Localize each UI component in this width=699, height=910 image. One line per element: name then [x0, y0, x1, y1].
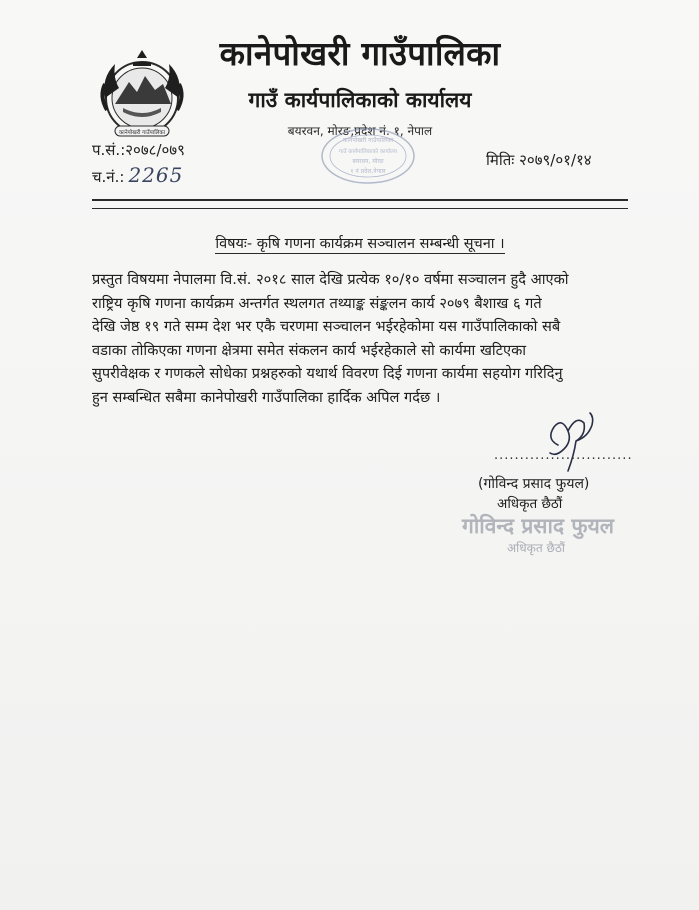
office-address: बयरवन, मोरङ,प्रदेश नं. १, नेपाल — [287, 124, 433, 138]
dispatch-label: च.नं.: — [92, 168, 125, 186]
name-stamp-title: अधिकृत छैठौं — [507, 541, 566, 555]
body-line: प्रस्तुत विषयमा नेपालमा वि.सं. २०१८ साल देखि प्रत्येक १०/१० वर्षमा सञ्चालन हुदै आएको — [92, 271, 569, 288]
body-line: सुपरीवेक्षक र गणकले सोधेका प्रश्नहरुको यथार्थ विवरण दिई गणना कार्यमा सहयोग गरिदिनु — [92, 365, 563, 382]
letter-subject — [160, 233, 560, 253]
seal-line-1: कानेपोखरी गाउँपालिका — [342, 137, 394, 144]
body-line: राष्ट्रिय कृषि गणना कार्यक्रम अन्तर्गत स्थलगत तथ्याङ्क संङ्कलन कार्य २०७९ बैशाख ६ गते — [92, 294, 542, 312]
dispatch-number — [92, 163, 183, 187]
body-line: वडाका तोकिएका गणना क्षेत्रमा समेत संकलन कार्य भईरहेकाले सो कार्यमा खटिएका — [92, 341, 527, 359]
name-stamp: गोविन्द प्रसाद फुयल — [462, 514, 614, 538]
handwritten-signature — [528, 405, 608, 475]
header-divider-thick — [92, 199, 628, 201]
seal-line-3: बयरवन, मोरङ — [352, 158, 384, 165]
body-line: देखि जेष्ठ १९ गते सम्म देश भर एकै चरणमा सञ्चालन भईरहेकोमा यस गाउँपालिकाको सबै — [92, 318, 561, 335]
letter-date: मितिः २०७९/०१/१४ — [486, 151, 592, 169]
subject-text: विषयः- कृषि गणना कार्यक्रम सञ्चालन सम्बन्धी सूचना । — [215, 236, 505, 252]
header-divider-thin — [92, 208, 628, 209]
seal-line-4: १ नं प्रदेश,नेपाल — [350, 168, 386, 175]
office-seal-stamp — [318, 126, 418, 186]
signatory-title: अधिकृत छैठौं — [497, 496, 563, 512]
nepal-emblem-logo — [93, 48, 191, 140]
letter-body — [92, 268, 632, 409]
signature-line: ........................... — [494, 448, 633, 463]
emblem-caption: कानेपोखरी गाउँपालिका — [118, 130, 166, 136]
office-subtitle: गाउँ कार्यपालिकाको कार्यालय — [248, 88, 472, 112]
dispatch-number-handwritten: 2265 — [128, 163, 184, 187]
body-line: हुन सम्बन्धित सबैमा कानेपोखरी गाउँपालिका हार्दिक अपिल गर्दछ । — [92, 388, 441, 406]
seal-line-2: गाउँ कार्यपालिकाको कार्यालय — [338, 149, 398, 155]
reference-number: प.सं.:२०७८/०७९ — [92, 141, 185, 159]
office-name: कानेपोखरी गाउँपालिका — [219, 34, 501, 73]
signatory-name: (गोविन्द प्रसाद फुयल) — [478, 476, 590, 492]
